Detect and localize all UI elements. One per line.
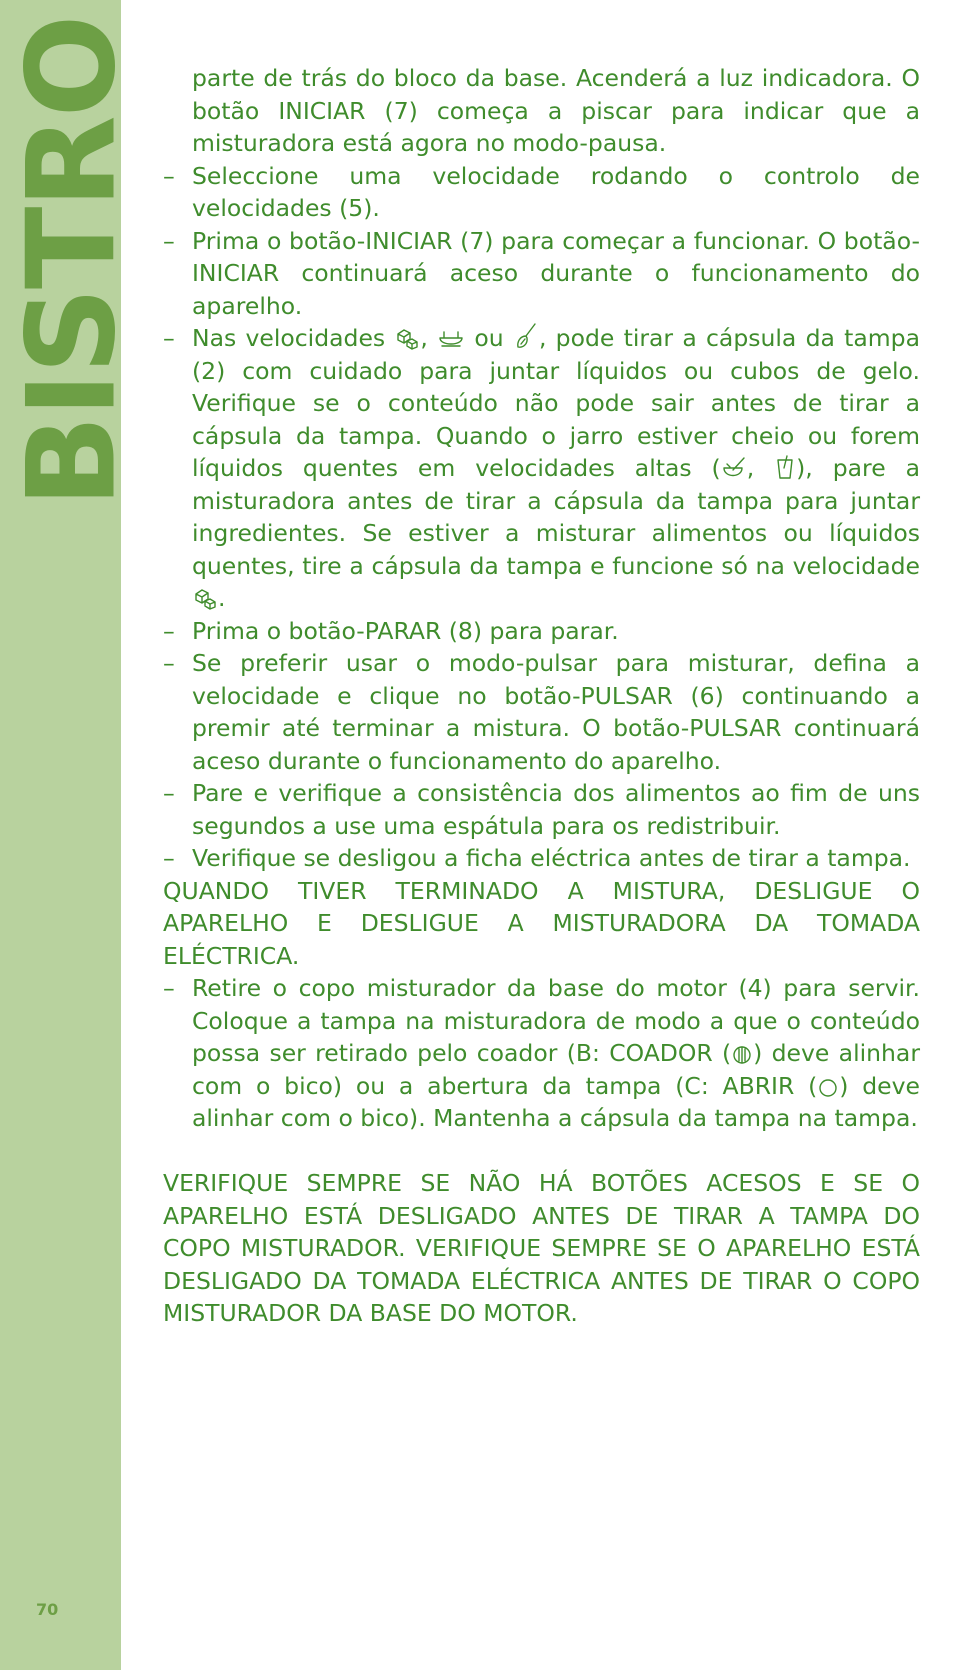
list-dash: –: [163, 161, 175, 190]
item-text: Verifique se desligou a ficha eléctrica antes de tirar a tampa.: [192, 844, 911, 872]
item-text: ou: [465, 324, 513, 352]
item-text: Se preferir usar o modo-pulsar para misturar, defina a velocidade e clique no botão-PULSAR (6) continuando a premir até terminar a mistura. O botão-PULSAR continuará aceso durante o funcionamento do aparelho.: [192, 649, 920, 775]
list-dash: –: [163, 974, 175, 1002]
list-item: [163, 842, 920, 875]
item-text: Nas velocidades: [192, 324, 395, 352]
item-text: parte de trás do bloco da base. Acenderá a luz indicadora. O botão INICIAR (7) começa a piscar para indicar que a misturadora está agora no modo-pausa.: [192, 64, 920, 157]
sidebar-band: [0, 0, 143, 1670]
list-dash: –: [163, 844, 175, 872]
item-text: ), pare a misturadora antes de tirar a cápsula da tampa para juntar ingredientes. Se estiver a misturar alimentos ou líquidos quentes, tire a cápsula da tampa e funcione só na velocidade: [192, 454, 920, 580]
item-text: Seleccione uma velocidade rodando o controlo de velocidades (5).: [192, 161, 920, 222]
list-item: [163, 322, 920, 615]
item-text: .: [218, 584, 226, 612]
list-dash: –: [163, 779, 175, 807]
bowl-spoon-icon: [722, 456, 746, 480]
ice-crush-icon: [193, 588, 217, 610]
list-item: [163, 225, 920, 323]
list-dash: –: [163, 616, 175, 645]
item-text: Pare e verifique a consistência dos alimentos ao fim de uns segundos a use uma espátula para os redistribuir.: [192, 779, 920, 840]
open-circle-icon: [818, 1078, 838, 1098]
page-number: 70: [36, 1600, 59, 1619]
paragraph-spacer: [163, 1135, 920, 1168]
list-item: [163, 647, 920, 777]
brand-title: BISTRO: [1, 16, 143, 508]
item-text: Retire o copo misturador da base do motor (4) para servir. Coloque a tampa na misturadora de modo a que o conteúdo possa ser retirado pelo coador (B: COADOR (: [192, 974, 920, 1067]
item-text: ,: [746, 454, 775, 482]
warning-paragraph: [163, 1167, 920, 1330]
item-text: , pode tirar a cápsula da tampa (2) com cuidado para juntar líquidos ou cubos de gelo. Verifique se o conteúdo não pode sair antes de tirar a cápsula da tampa. Quando o jarro estiver cheio ou forem líquidos quentes em velocidades altas (: [192, 324, 920, 482]
list-item: [163, 777, 920, 842]
item-text: ) deve alinhar com o bico) ou a abertura da tampa (C: ABRIR (: [192, 1039, 920, 1100]
item-text: VERIFIQUE SEMPRE SE NÃO HÁ BOTÕES ACESOS E SE O APARELHO ESTÁ DESLIGADO ANTES DE TIRAR A TAMPA DO COPO MISTURADOR. VERIFIQUE SEMPRE SE O APARELHO ESTÁ DESLIGADO DA TOMADA ELÉCTRICA ANTES DE TIRAR O COPO MISTURADOR DA BASE DO MOTOR.: [163, 1169, 920, 1327]
list-item: [163, 972, 920, 1135]
list-item: [163, 160, 920, 225]
instructions-body: [163, 62, 920, 1330]
glass-icon: [775, 454, 795, 480]
list-item: [163, 615, 920, 648]
list-dash: –: [163, 649, 175, 677]
strainer-icon: [732, 1045, 752, 1065]
item-text: ,: [420, 324, 438, 352]
item-text: Prima o botão-PARAR (8) para parar.: [192, 616, 619, 645]
item-text: Prima o botão-INICIAR (7) para começar a funcionar. O botão-INICIAR continuará aceso durante o funcionamento do aparelho.: [192, 226, 920, 320]
warning-paragraph: [163, 875, 920, 973]
list-item-continuation: [163, 62, 920, 160]
item-text: ) deve alinhar com o bico). Mantenha a cápsula da tampa na tampa.: [192, 1071, 920, 1132]
whisk-icon: [514, 322, 538, 350]
ice-crush-icon: [395, 328, 419, 350]
list-dash: –: [163, 324, 175, 352]
list-dash: –: [163, 226, 175, 255]
bowl-icon: [438, 328, 464, 350]
item-text: QUANDO TIVER TERMINADO A MISTURA, DESLIGUE O APARELHO E DESLIGUE A MISTURADORA DA TOMADA ELÉCTRICA.: [163, 876, 920, 970]
